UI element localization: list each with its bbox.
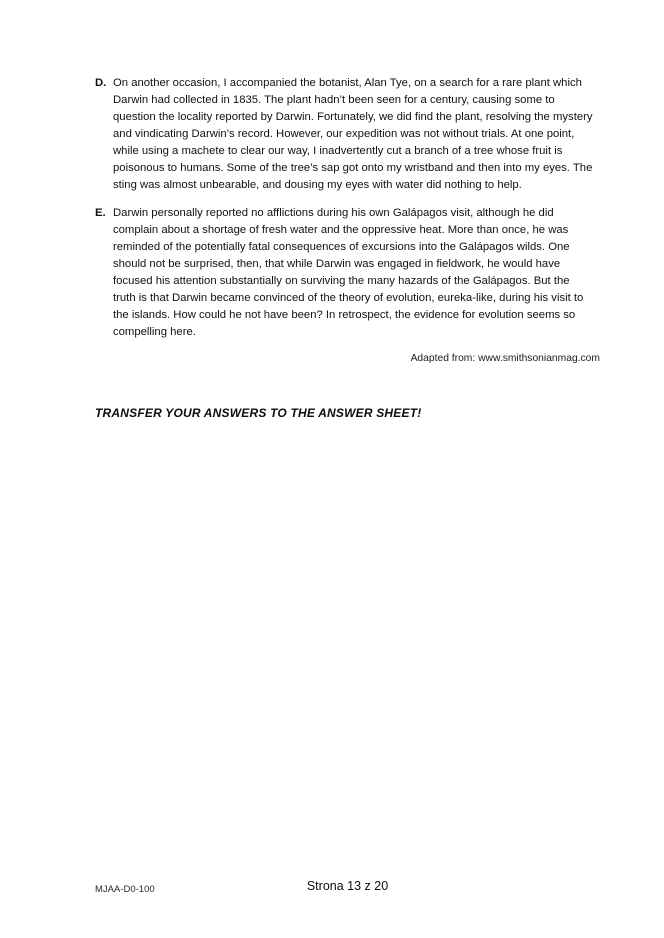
paragraph-label: E.: [95, 207, 106, 219]
footer-form-code: MJAA-D0-100: [95, 884, 155, 895]
footer-page-number: Strona 13 z 20: [306, 879, 389, 893]
paragraph-text: On another occasion, I accompanied the botanist, Alan Tye, on a search for a rare plant which Darwin had collected in 1835. The plant hadn’t been seen for a century, causing some to question the locality reported by Darwin. Fortunately, we did find the plant, resolving the mystery and vindicating Darwin’s record. However, our expedition was not without trials. At one point, while using a machete to clear our way, I inadvertently cut a branch of a tree whose fruit is poisonous to humans. Some of the tree’s sap got onto my wristband and then into my eyes. The sting was almost unbearable, and dousing my eyes with water did nothing to help.: [113, 77, 593, 191]
passage-content: [95, 75, 600, 420]
paragraph-label: D.: [95, 77, 107, 89]
transfer-instruction: TRANSFER YOUR ANSWERS TO THE ANSWER SHEET!: [95, 406, 422, 420]
passage-paragraph-e: [95, 205, 600, 341]
paragraph-text: Darwin personally reported no afflictions during his own Galápagos visit, although he did complain about a shortage of fresh water and the oppressive heat. More than once, he was reminded of the potentially fatal consequences of excursions into the Galápagos wilds. One should not be surprised, then, that while Darwin was engaged in fieldwork, he would have focused his attention substantially on surviving the many hazards of the Galápagos. But the truth is that Darwin became convinced of the theory of evolution, eureka-like, during his visit to the islands. How could he not have been? In retrospect, the evidence for evolution seems so compelling here.: [113, 207, 584, 338]
source-attribution: Adapted from: www.smithsonianmag.com: [410, 353, 600, 364]
passage-paragraph-d: [95, 75, 600, 194]
